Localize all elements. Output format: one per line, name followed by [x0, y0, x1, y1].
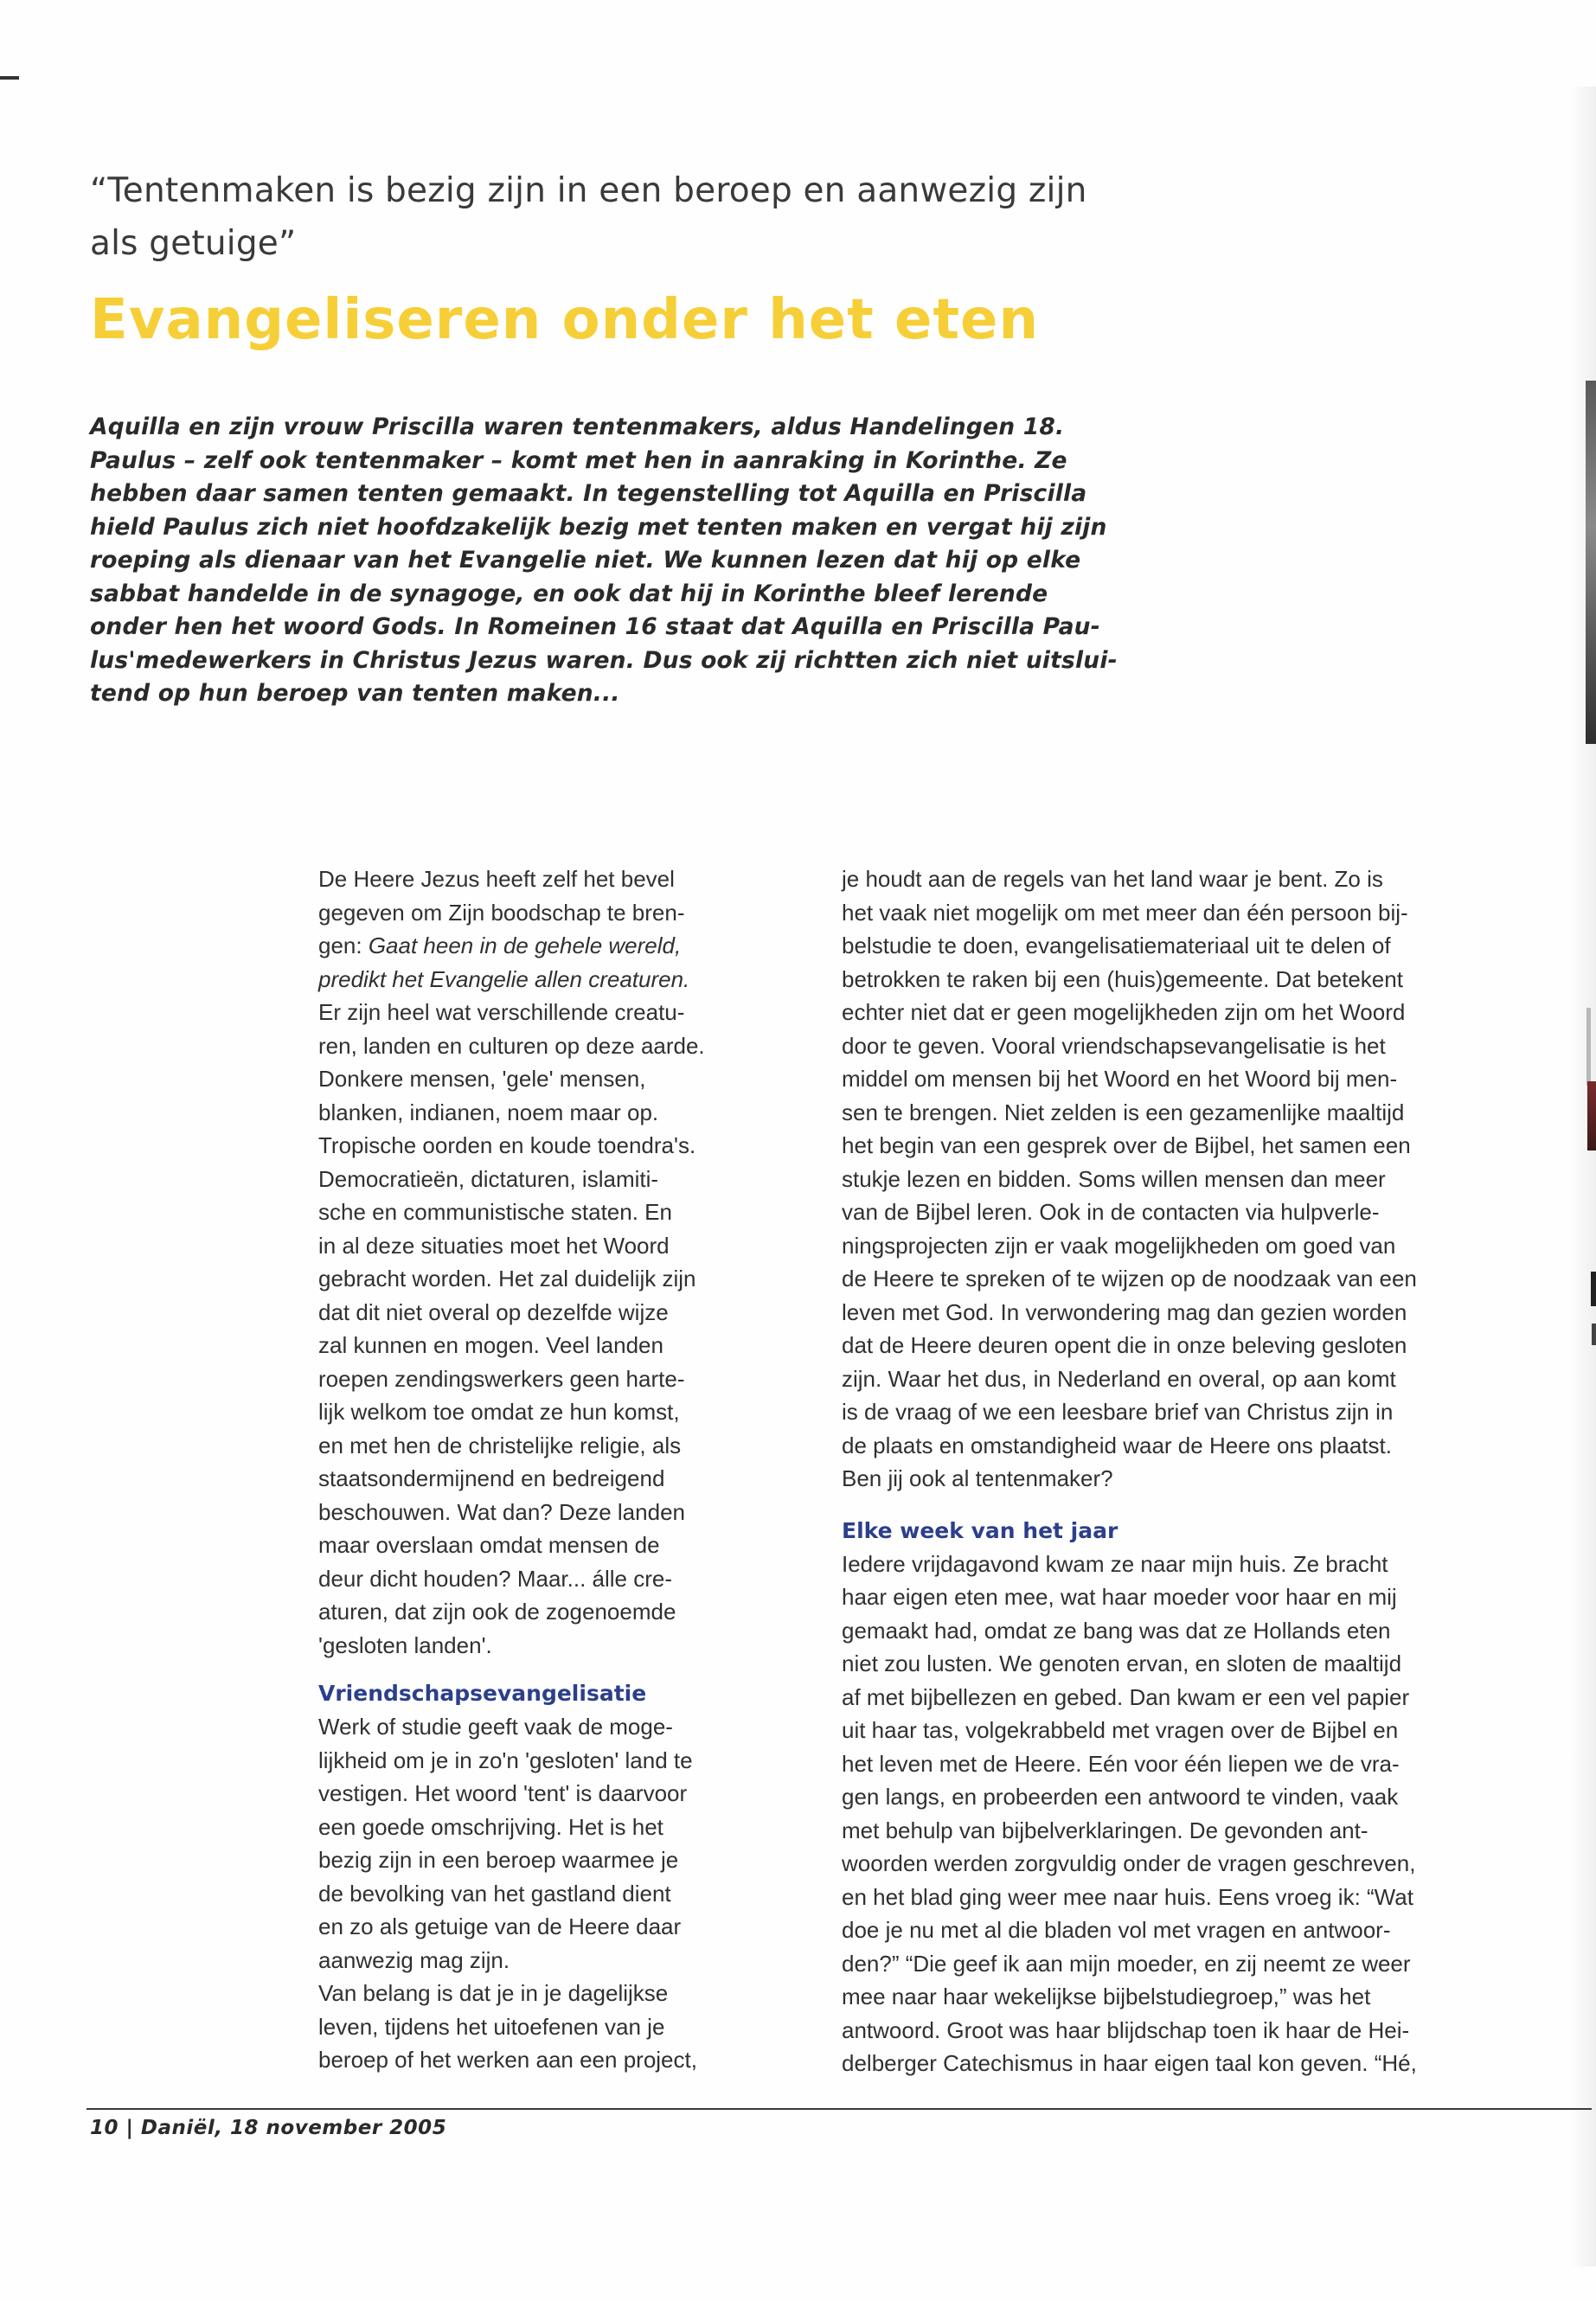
text-line: vestigen. Het woord 'tent' is daarvoor [318, 1780, 688, 1806]
text-line: beroep of het werken aan een project, [318, 2047, 697, 2073]
text-line: De Heere Jezus heeft zelf het bevel [318, 866, 675, 892]
text-line: en het blad ging weer mee naar huis. Eens vroeg ik: “Wat [842, 1883, 1413, 1910]
text-line: 'gesloten landen'. [318, 1631, 492, 1658]
text-line: zal kunnen en mogen. Veel landen [318, 1332, 663, 1358]
text-line: echter niet dat er geen mogelijkheden zijn om het Woord [842, 999, 1406, 1025]
intro-line: roeping als dienaar van het Evangelie niet. We kunnen lezen dat hij op elke [90, 547, 1081, 574]
footer-rule [87, 2108, 1592, 2110]
text-line: gebracht worden. Het zal duidelijk zijn [318, 1266, 696, 1292]
text-line: Iedere vrijdagavond kwam ze naar mijn huis. Ze bracht [842, 1550, 1388, 1577]
text-line: staatsondermijnend en bedreigend [318, 1465, 665, 1491]
intro-line: hield Paulus zich niet hoofdzakelijk bezig met tenten maken en vergat hij zijn [90, 513, 1107, 541]
text-line: blanken, indianen, noem maar op. [318, 1099, 659, 1125]
text-line: Democratieën, dictaturen, islamiti- [318, 1165, 659, 1192]
adjacent-page-edge [1592, 1324, 1596, 1345]
intro-line: onder hen het woord Gods. In Romeinen 16 staat dat Aquilla en Priscilla Pau- [90, 613, 1100, 640]
intro-line: Paulus – zelf ook tentenmaker – komt met hen in aanraking in Korinthe. Ze [90, 446, 1067, 474]
adjacent-page-edge [1587, 1081, 1596, 1150]
text-line: middel om mensen bij het Woord en het Woord bij men- [842, 1066, 1398, 1092]
text-line: maar overslaan omdat mensen de [318, 1532, 660, 1558]
text-line: het vaak niet mogelijk om met meer dan één persoon bij- [842, 899, 1408, 926]
text-line [318, 929, 796, 963]
text-line: van de Bijbel leren. Ook in de contacten via hulpverle- [842, 1199, 1380, 1225]
text-line: Donkere mensen, 'gele' mensen, [318, 1066, 646, 1092]
adjacent-page-edge [1586, 1008, 1591, 1086]
text-line: antwoord. Groot was haar blijdschap toen ik haar de Hei- [842, 2016, 1410, 2043]
article-headline: Evangeliseren onder het eten [90, 288, 1039, 352]
intro-line: tend op hun beroep van tenten maken... [90, 680, 620, 707]
text-line: sen te brengen. Niet zelden is een gezamenlijke maaltijd [842, 1099, 1405, 1125]
text-line: roepen zendingswerkers geen harte- [318, 1365, 685, 1392]
text-line: uit haar tas, volgekrabbeld met vragen over de Bijbel en [842, 1717, 1399, 1743]
intro-line: lus'medewerkers in Christus Jezus waren. Dus ook zij richtten zich niet uitslui- [90, 646, 1118, 674]
text-column-left [318, 862, 796, 2077]
text-line: en zo als getuige van de Heere daar [318, 1913, 682, 1939]
text-run: gen: [318, 933, 369, 958]
text-line: het begin van een gesprek over de Bijbel, het samen een [842, 1132, 1411, 1158]
text-line: haar eigen eten mee, wat haar moeder voor haar en mij [842, 1584, 1397, 1610]
text-line [318, 963, 796, 997]
text-line: is de vraag of we een leesbare brief van Christus zijn in [842, 1399, 1394, 1425]
text-line: leven, tijdens het uitoefenen van je [318, 2013, 665, 2040]
section-subhead: Elke week van het jaar [842, 1517, 1118, 1543]
article-intro [90, 411, 1171, 711]
text-line: deur dicht houden? Maar... álle cre- [318, 1565, 673, 1592]
text-line: den?” “Die geef ik aan mijn moeder, en zij neemt ze weer [842, 1950, 1411, 1977]
pull-quote [90, 164, 1215, 270]
text-line: niet zou lusten. We genoten ervan, en sloten de maaltijd [842, 1650, 1402, 1676]
text-line: Ben jij ook al tentenmaker? [842, 1465, 1113, 1491]
text-line: in al deze situaties moet het Woord [318, 1232, 670, 1259]
text-line: zijn. Waar het dus, in Nederland en overal, op aan komt [842, 1365, 1396, 1392]
text-line: Tropische oorden en koude toendra's. [318, 1132, 696, 1158]
text-line: aanwezig mag zijn. [318, 1946, 510, 1973]
text-line: de bevolking van het gastland dient [318, 1880, 671, 1907]
text-line: door te geven. Vooral vriendschapsevangelisatie is het [842, 1032, 1386, 1059]
text-line: belstudie te doen, evangelisatiemateriaal uit te delen of [842, 933, 1391, 958]
crop-mark [0, 76, 19, 80]
text-line: dat de Heere deuren opent die in onze beleving gesloten [842, 1332, 1407, 1358]
text-line: bezig zijn in een beroep waarmee je [318, 1847, 679, 1873]
text-line: leven met God. In verwondering mag dan gezien worden [842, 1298, 1407, 1325]
text-line: Werk of studie geeft vaak de moge- [318, 1714, 673, 1740]
adjacent-page-edge [1591, 1272, 1596, 1306]
text-line: woorden werden zorgvuldig onder de vragen geschreven, [842, 1850, 1416, 1876]
pull-quote-line: “Tentenmaken is bezig zijn in een beroep en aanwezig zijn [90, 171, 1087, 210]
bible-quote: predikt het Evangelie allen creaturen. [318, 965, 690, 992]
text-line: de plaats en omstandigheid waar de Heere ons plaatst. [842, 1432, 1392, 1458]
text-line: je houdt aan de regels van het land waar je bent. Zo is [842, 866, 1383, 892]
text-line: Van belang is dat je in je dagelijkse [318, 1980, 669, 2006]
text-line: doe je nu met al die bladen vol met vragen en antwoor- [842, 1917, 1391, 1943]
adjacent-page-edge [1586, 381, 1596, 744]
body-paragraph [842, 862, 1544, 1496]
text-line: af met bijbellezen en gebed. Dan kwam er een vel papier [842, 1683, 1410, 1710]
bible-quote: Gaat heen in de gehele wereld, [368, 933, 682, 958]
text-line: gemaakt had, omdat ze bang was dat ze Hollands eten [842, 1617, 1391, 1644]
intro-line: sabbat handelde in de synagoge, en ook dat hij in Korinthe bleef lerende [90, 580, 1048, 607]
text-line: aturen, dat zijn ook de zogenoemde [318, 1599, 676, 1625]
text-line: een goede omschrijving. Het is het [318, 1813, 663, 1840]
body-paragraph [318, 862, 796, 1662]
text-line: lijk welkom toe omdat ze hun komst, [318, 1399, 680, 1425]
text-line: en met hen de christelijke religie, als [318, 1432, 682, 1458]
text-column-right [842, 862, 1544, 2080]
intro-line: hebben daar samen tenten gemaakt. In tegenstelling tot Aquilla en Priscilla [90, 480, 1087, 507]
text-line: ren, landen en culturen op deze aarde. [318, 1032, 705, 1059]
text-line: dat dit niet overal op dezelfde wijze [318, 1298, 669, 1325]
text-line: gegeven om Zijn boodschap te bren- [318, 899, 685, 926]
text-line: lijkheid om je in zo'n 'gesloten' land te [318, 1747, 693, 1773]
pull-quote-line: als getuige” [90, 224, 297, 263]
text-line: beschouwen. Wat dan? Deze landen [318, 1498, 685, 1525]
section-subhead: Vriendschapsevangelisatie [318, 1681, 647, 1706]
text-line: delberger Catechismus in haar eigen taal kon geven. “Hé, [842, 2050, 1417, 2076]
intro-line: Aquilla en zijn vrouw Priscilla waren tentenmakers, aldus Handelingen 18. [90, 413, 1065, 440]
text-line: de Heere te spreken of te wijzen op de noodzaak van een [842, 1266, 1417, 1292]
text-line: met behulp van bijbelverklaringen. De gevonden ant- [842, 1817, 1368, 1843]
text-line: betrokken te raken bij een (huis)gemeente. Dat betekent [842, 965, 1403, 992]
text-line: ningsprojecten zijn er vaak mogelijkheden om goed van [842, 1232, 1396, 1259]
text-line: stukje lezen en bidden. Soms willen mensen dan meer [842, 1165, 1386, 1192]
text-line: sche en communistische staten. En [318, 1199, 672, 1225]
text-line: mee naar haar wekelijkse bijbelstudiegroep,” was het [842, 1984, 1371, 2009]
text-line: Er zijn heel wat verschillende creatu- [318, 999, 685, 1025]
page-footer: 10 | Daniël, 18 november 2005 [90, 2117, 447, 2139]
body-paragraph [318, 1710, 796, 2077]
body-paragraph [842, 1548, 1544, 2080]
text-line: het leven met de Heere. Eén voor één liepen we de vra- [842, 1750, 1400, 1777]
text-line: gen langs, en probeerden een antwoord te vinden, vaak [842, 1784, 1399, 1810]
